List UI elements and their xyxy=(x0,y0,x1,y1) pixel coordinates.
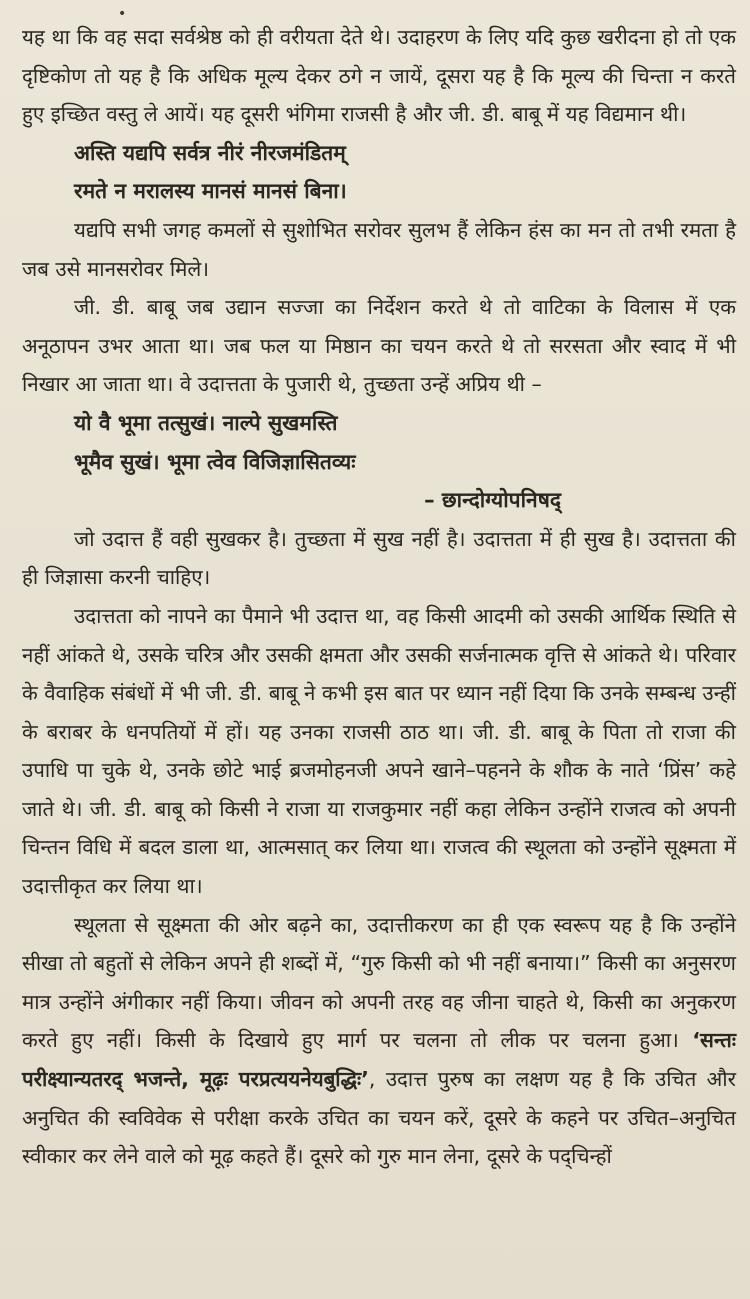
corner-mark: • xyxy=(118,6,127,22)
sanskrit-verse-2-line-2: भूमैव सुखं। भूमा त्वेव विजिज्ञासितव्यः xyxy=(74,449,356,474)
sanskrit-verse-1-line-1: अस्ति यद्यपि सर्वत्र नीरं नीरजमंडितम् xyxy=(74,140,346,165)
paragraph-2: यद्यपि सभी जगह कमलों से सुशोभित सरोवर सुलभ हैं लेकिन हंस का मन तो तभी रमता है जब उसे मानसरोवर मिले। xyxy=(22,217,736,281)
verse-attribution: – छान्दोग्योपनिषद् xyxy=(424,488,561,513)
paragraph-3: जी. डी. बाबू जब उद्यान सज्जा का निर्देशन करते थे तो वाटिका के विलास में एक अनूठापन उभर आता था। जब फल या मिष्ठान का चयन करते थे तो सरसता और स्वाद में भी निखार आ जाता था। वे उदात्तता के पुजारी थे, तुच्छता उन्हें अप्रिय थी – xyxy=(22,295,736,397)
paragraph-5: उदात्तता को नापने का पैमाने भी उदात्त था, वह किसी आदमी को उसकी आर्थिक स्थिति से नहीं आंकते थे, उसके चरित्र और उसकी क्षमता और उसकी सर्जनात्मक वृत्ति से आंकते थे। परिवार के वैवाहिक संबंधों में भी जी. डी. बाबू ने कभी इस बात पर ध्यान नहीं दिया कि उनके सम्बन्ध उन्हीं के बराबर के धनपतियों में हों। यह उनका राजसी ठाठ था। जी. डी. बाबू के पिता तो राजा की उपाधि पा चुके थे, उनके छोटे भाई ब्रजमोहनजी अपने खाने–पहनने के शौक के नाते ‘प्रिंस’ कहे जाते थे। जी. डी. बाबू को किसी ने राजा या राजकुमार नहीं कहा लेकिन उन्होंने राजत्व को अपनी चिन्तन विधि में बदल डाला था, आत्मसात् कर लिया था। राजत्व की स्थूलता को उन्होंने सूक्ष्मता में उदात्तीकृत कर लिया था। xyxy=(22,603,736,899)
paragraph-4: जो उदात्त हैं वही सुखकर है। तुच्छता में सुख नहीं है। उदात्तता में ही सुख है। उदात्तता की ही जिज्ञासा करनी चाहिए। xyxy=(22,526,736,590)
paragraph-1: यह था कि वह सदा सर्वश्रेष्ठ को ही वरीयता देते थे। उदाहरण के लिए यदि कुछ खरीदना हो तो एक दृष्टिकोण तो यह है कि अधिक मूल्य देकर ठगे न जायें, दूसरा यह है कि मूल्य की चिन्ता न करते हुए इच्छित वस्तु ले आयें। यह दूसरी भंगिमा राजसी है और जी. डी. बाबू में यह विद्यमान थी। xyxy=(22,25,736,127)
paragraph-6 xyxy=(22,906,736,1176)
sanskrit-verse-1-line-2: रमते न मरालस्य मानसं मानसं बिना। xyxy=(74,179,347,204)
paragraph-6-text-before: स्थूलता से सूक्ष्मता की ओर बढ़ने का, उदात्तीकरण का ही एक स्वरूप यह है कि उन्होंने सीखा तो बहुतों से लेकिन अपने ही शब्दों में, “गुरु किसी को भी नहीं बनाया।” किसी का अनुसरण मात्र उन्होंने अंगीकार नहीं किया। जीवन को अपनी तरह वह जीना चाहते थे, किसी का अनुकरण करते हुए नहीं। किसी के दिखाये हुए मार्ग पर चलना तो लीक पर चलना हुआ। xyxy=(22,912,736,1053)
sanskrit-quote: ‘सन्तः परीक्ष्यान्यतरद् भजन्ते, मूढ़ः परप्रत्ययनेयबुद्धिः’ xyxy=(22,1028,736,1092)
paragraph-6-text-after: , उदात्त पुरुष का लक्षण यह है कि उचित और अनुचित की स्वविवेक से परीक्षा करके उचित का चयन करें, दूसरे के कहने पर उचित–अनुचित स्वीकार कर लेने वाले को मूढ़ कहते हैं। दूसरे को गुरु मान लेना, दूसरे के पद्चिन्हों xyxy=(22,1067,736,1169)
sanskrit-verse-2-line-1: यो वै भूमा तत्सुखं। नाल्पे सुखमस्ति xyxy=(74,410,338,435)
